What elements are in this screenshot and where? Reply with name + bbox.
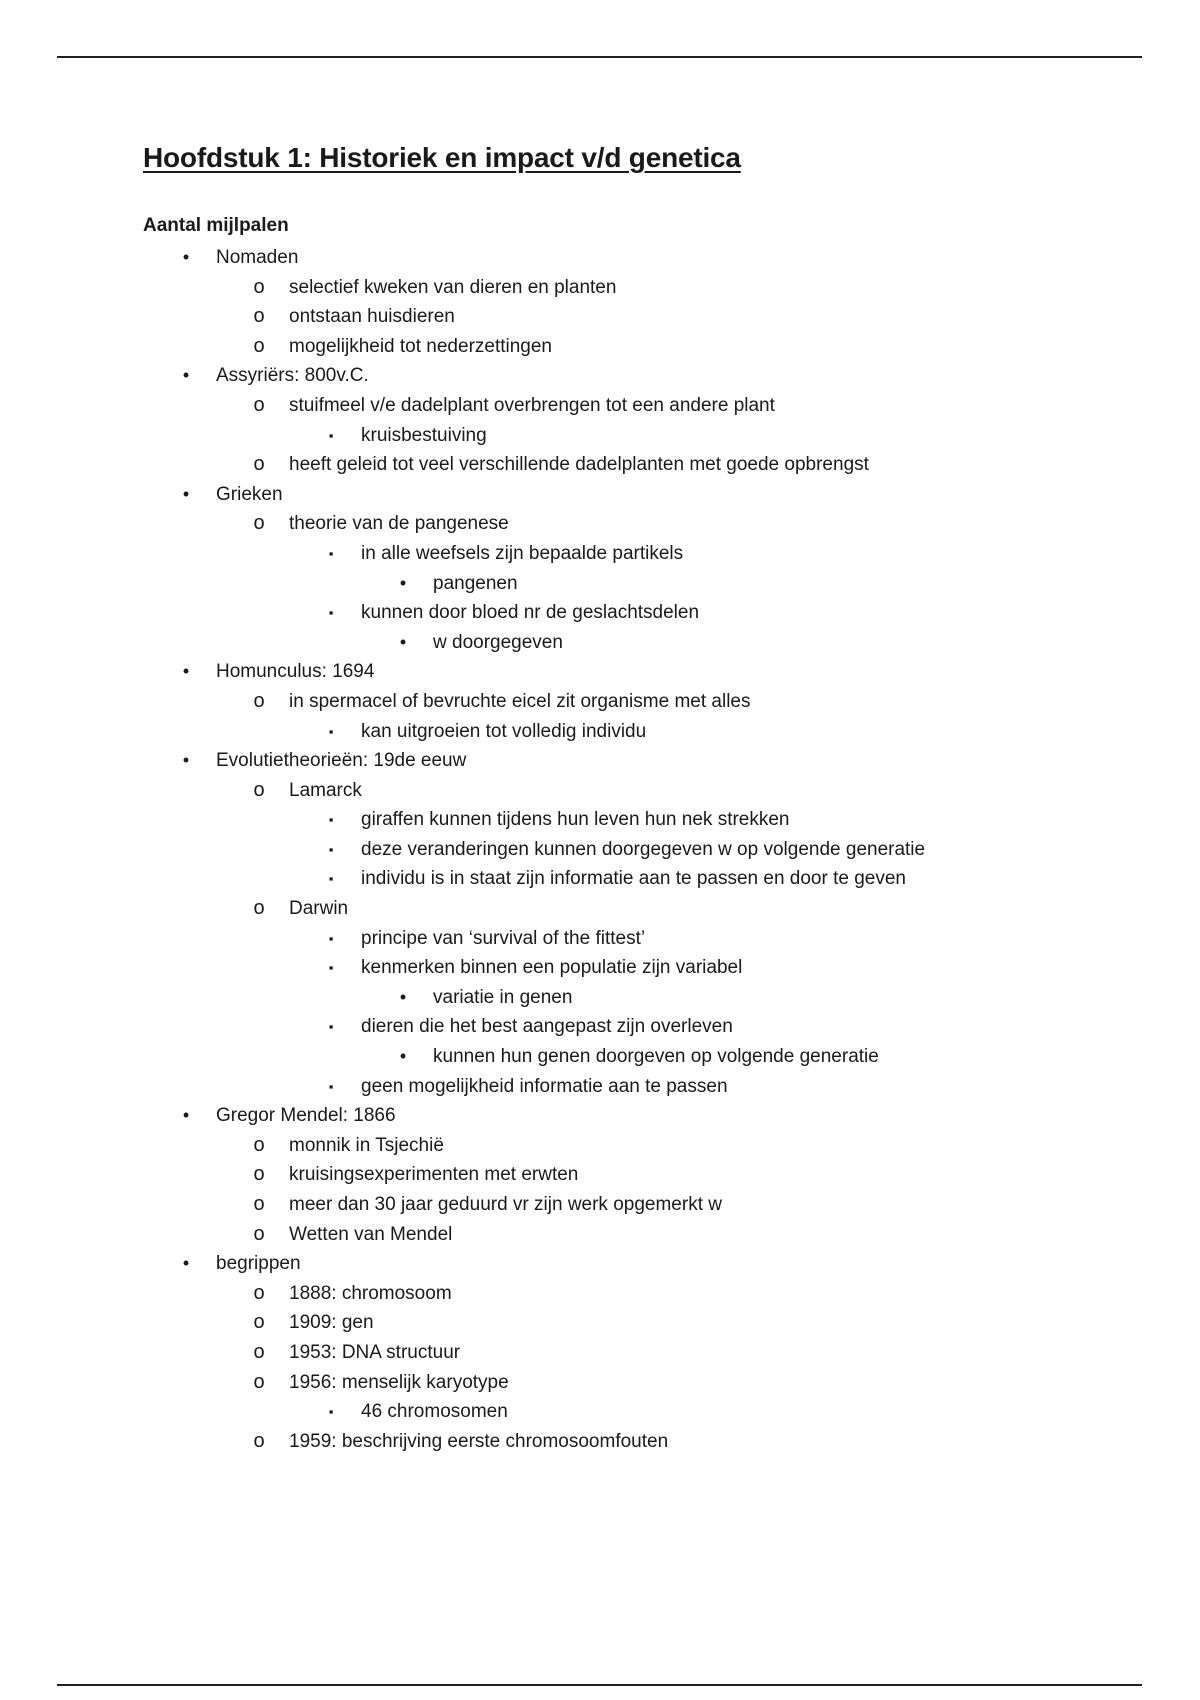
bullet-marker-icon: o — [253, 778, 265, 801]
list-item — [0, 1220, 1200, 1250]
list-item — [0, 1131, 1200, 1161]
bullet-marker-icon: o — [253, 1340, 265, 1363]
bullet-marker-icon: • — [399, 1046, 407, 1067]
list-item-text: kruisingsexperimenten met erwten — [289, 1164, 579, 1186]
bullet-marker-icon: o — [253, 1163, 265, 1186]
list-item — [0, 1397, 1200, 1427]
bullet-marker-icon: o — [253, 1193, 265, 1215]
bullet-marker-icon: • — [399, 631, 407, 652]
list-item — [0, 273, 1200, 303]
bullet-marker-icon: • — [182, 247, 190, 267]
bullet-marker-icon: ▪ — [328, 723, 334, 739]
list-item-text: Grieken — [216, 483, 283, 505]
page-title: Hoofdstuk 1: Historiek en impact v/d genetica — [143, 142, 741, 173]
bullet-marker-icon: ▪ — [328, 427, 334, 443]
list-item — [0, 1101, 1200, 1131]
list-item-text: Wetten van Mendel — [289, 1223, 453, 1245]
bullet-marker-icon: • — [399, 986, 407, 1007]
bullet-marker-icon: • — [182, 483, 190, 504]
bullet-marker-icon: o — [253, 275, 265, 298]
section-heading: Aantal mijlpalen — [143, 215, 289, 236]
list-item-text: in alle weefsels zijn bepaalde partikels — [361, 542, 684, 564]
list-item — [0, 302, 1200, 332]
bullet-marker-icon: o — [253, 305, 265, 328]
list-item-text: w doorgegeven — [433, 631, 563, 653]
list-item-text: theorie van de pangenese — [289, 513, 509, 535]
list-item — [0, 569, 1200, 599]
list-item — [0, 1012, 1200, 1042]
list-item — [0, 450, 1200, 480]
bullet-marker-icon: o — [253, 1222, 265, 1245]
list-item-text: 1956: menselijk karyotype — [289, 1371, 509, 1393]
bullet-marker-icon: o — [253, 512, 265, 535]
list-item-text: mogelijkheid tot nederzettingen — [289, 335, 553, 357]
list-item — [0, 1249, 1200, 1279]
bullet-marker-icon: o — [253, 1429, 265, 1452]
bullet-marker-icon: o — [253, 393, 265, 416]
bullet-marker-icon: o — [253, 1370, 265, 1393]
list-item-text: variatie in genen — [433, 986, 573, 1008]
list-item-text: geen mogelijkheid informatie aan te passen — [361, 1075, 728, 1097]
bullet-marker-icon: o — [253, 1133, 265, 1156]
top-rule — [57, 56, 1142, 58]
list-item — [0, 776, 1200, 806]
list-item-text: monnik in Tsjechië — [289, 1134, 444, 1156]
bullet-marker-icon: ▪ — [328, 605, 334, 621]
list-item-text: meer dan 30 jaar geduurd vr zijn werk opgemerkt w — [289, 1194, 722, 1215]
list-item — [0, 598, 1200, 628]
bullet-marker-icon: ▪ — [328, 841, 334, 857]
bullet-marker-icon: ▪ — [328, 1404, 334, 1420]
bullet-marker-icon: ▪ — [328, 960, 334, 976]
bullet-marker-icon: • — [182, 661, 190, 682]
list-item — [0, 1190, 1200, 1220]
bullet-marker-icon: ▪ — [328, 545, 334, 561]
list-item — [0, 953, 1200, 983]
list-item — [0, 628, 1200, 658]
list-item-text: in spermacel of bevruchte eicel zit organisme met alles — [289, 690, 751, 712]
list-item-text: giraffen kunnen tijdens hun leven hun nek strekken — [361, 809, 790, 831]
bullet-marker-icon: • — [182, 750, 190, 771]
bullet-marker-icon: • — [182, 1253, 190, 1274]
bullet-marker-icon: o — [253, 1281, 265, 1304]
list-item — [0, 1368, 1200, 1398]
list-item-text: pangenen — [433, 572, 518, 594]
bullet-marker-icon: • — [399, 572, 407, 593]
list-item — [0, 864, 1200, 894]
bullet-marker-icon: • — [182, 365, 190, 386]
list-item — [0, 1072, 1200, 1102]
list-item-text: kunnen hun genen doorgeven op volgende generatie — [433, 1046, 879, 1068]
list-item — [0, 1279, 1200, 1309]
list-item — [0, 1338, 1200, 1368]
list-item — [0, 1160, 1200, 1190]
bullet-marker-icon: o — [253, 334, 265, 357]
list-item — [0, 480, 1200, 510]
bullet-marker-icon: ▪ — [328, 1019, 334, 1035]
list-item-text: individu is in staat zijn informatie aan te passen en door te geven — [361, 868, 906, 890]
list-item-text: principe van ‘survival of the fittest’ — [361, 927, 646, 949]
list-item-text: 46 chromosomen — [361, 1401, 508, 1423]
list-item — [0, 509, 1200, 539]
list-item-text: 1888: chromosoom — [289, 1282, 452, 1304]
bullet-marker-icon: ▪ — [328, 812, 334, 828]
bottom-rule — [57, 1684, 1142, 1686]
bullet-marker-icon: o — [253, 897, 265, 920]
list-item — [0, 391, 1200, 421]
list-item — [0, 835, 1200, 865]
list-item — [0, 421, 1200, 451]
list-item-text: Homunculus: 1694 — [216, 661, 375, 683]
list-item-text: Darwin — [289, 898, 349, 920]
list-item-text: 1959: beschrijving eerste chromosoomfouten — [289, 1430, 669, 1452]
list-item-text: 1909: gen — [289, 1312, 374, 1334]
outline-list — [0, 243, 1200, 1456]
list-item-text: kenmerken binnen een populatie zijn variabel — [361, 957, 743, 979]
list-item-text: kunnen door bloed nr de geslachtsdelen — [361, 602, 700, 624]
list-item-text: Lamarck — [289, 779, 362, 801]
list-item-text: kruisbestuiving — [361, 424, 487, 446]
list-item-text: Assyriërs: 800v.C. — [216, 365, 369, 387]
list-item — [0, 361, 1200, 391]
list-item-text: deze veranderingen kunnen doorgegeven w op volgende generatie — [361, 838, 926, 860]
list-item — [0, 243, 1200, 273]
list-item-text: Nomaden — [216, 247, 299, 268]
list-item — [0, 924, 1200, 954]
bullet-marker-icon: ▪ — [328, 930, 334, 946]
list-item — [0, 805, 1200, 835]
list-item — [0, 657, 1200, 687]
list-item-text: begrippen — [216, 1253, 301, 1275]
list-item — [0, 983, 1200, 1013]
list-item — [0, 1042, 1200, 1072]
list-item-text: heeft geleid tot veel verschillende dadelplanten met goede opbrengst — [289, 454, 869, 476]
list-item-text: ontstaan huisdieren — [289, 306, 455, 328]
list-item — [0, 539, 1200, 569]
bullet-marker-icon: • — [182, 1105, 190, 1126]
list-item — [0, 717, 1200, 747]
list-item — [0, 1308, 1200, 1338]
list-item-text: dieren die het best aangepast zijn overleven — [361, 1016, 733, 1038]
bullet-marker-icon: ▪ — [328, 1078, 334, 1094]
bullet-marker-icon: ▪ — [328, 871, 334, 887]
list-item — [0, 1427, 1200, 1457]
list-item — [0, 746, 1200, 776]
bullet-marker-icon: o — [253, 689, 265, 712]
bullet-marker-icon: o — [253, 453, 265, 476]
list-item — [0, 687, 1200, 717]
list-item-text: selectief kweken van dieren en planten — [289, 276, 617, 298]
list-item-text: 1953: DNA structuur — [289, 1341, 461, 1363]
list-item — [0, 332, 1200, 362]
list-item-text: kan uitgroeien tot volledig individu — [361, 720, 647, 742]
list-item-text: Gregor Mendel: 1866 — [216, 1105, 396, 1127]
list-item-text: Evolutietheorieën: 19de eeuw — [216, 750, 467, 772]
list-item — [0, 894, 1200, 924]
list-item-text: stuifmeel v/e dadelplant overbrengen tot een andere plant — [289, 394, 775, 416]
bullet-marker-icon: o — [253, 1311, 265, 1334]
